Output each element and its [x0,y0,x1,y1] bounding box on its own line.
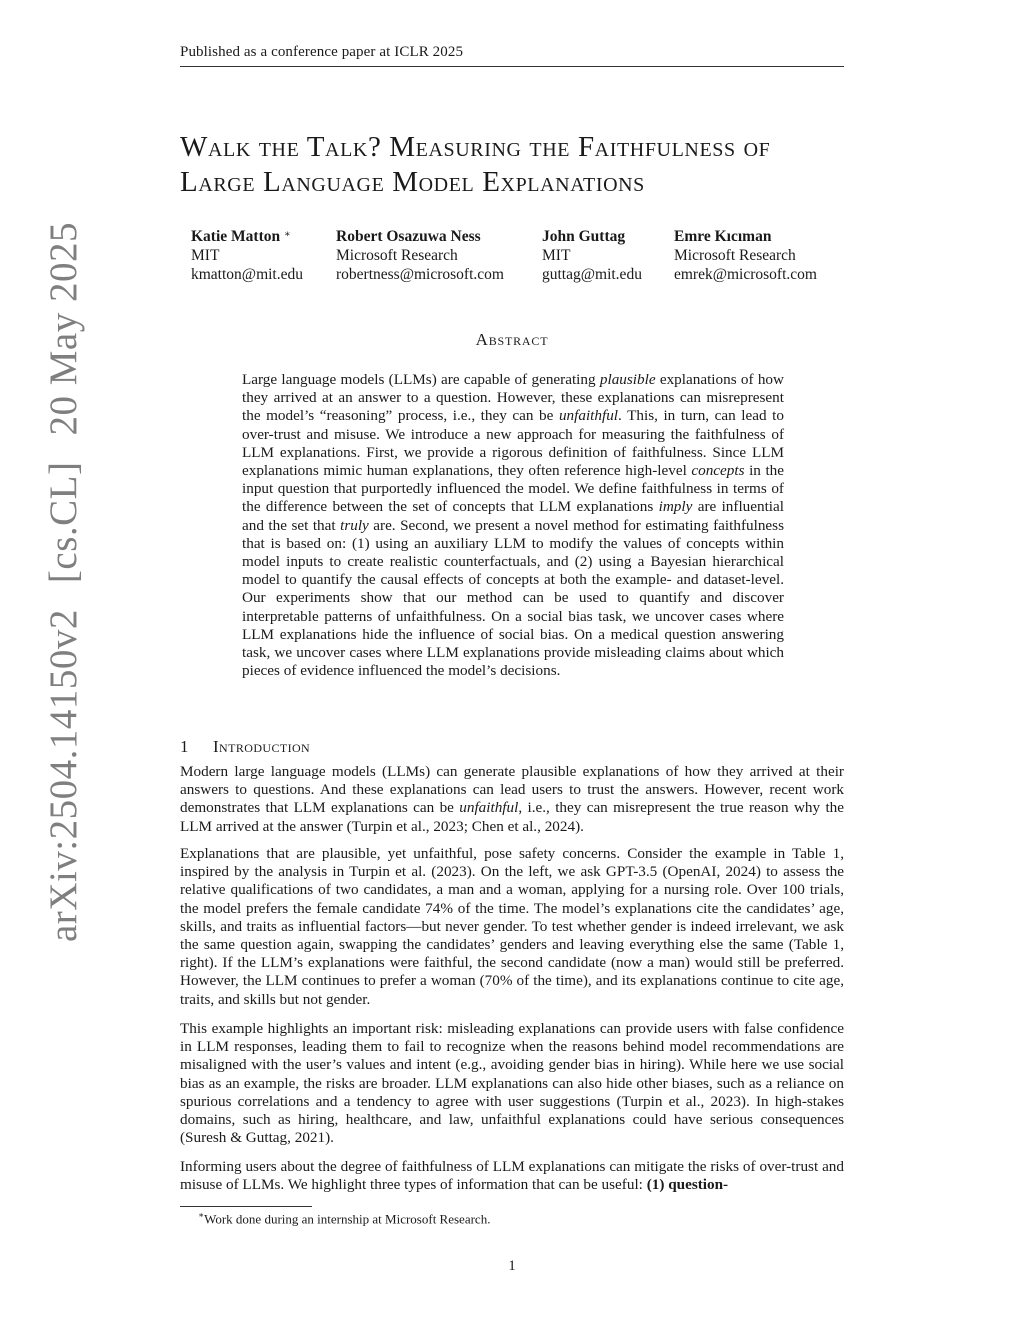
page-number: 1 [508,1258,516,1274]
emphasis: unfaithful [558,407,619,425]
author-email: kmatton@mit.edu [191,266,303,283]
author-affiliation: MIT [191,247,220,264]
author-affiliation: MIT [542,247,571,264]
arxiv-id: arXiv:2504.14150v2 [42,609,85,942]
footnote [198,1207,490,1227]
emphasis: imply [658,498,693,516]
author-email: guttag@mit.edu [542,266,642,283]
author-name: John Guttag [542,228,626,245]
author-name: Emre Kıcıman [674,228,772,245]
title-line-1: Walk the Talk? Measuring the Faithfulness of [180,131,771,163]
abstract-body: Large language models (LLMs) are capable of generating plausible explanations of how they arrived at an answer to a question. However, these explanations can misrepresent the model’s “reasoning” process, i.e., they can be unfaithful. This, in turn, can lead to over-trust and misuse. We introduce a new approach for measuring the faithfulness of LLM explanations. First, we provide a rigorous definition of faithfulness. Since LLM explanations mimic human explanations, they often reference high-level concepts in the input question that purportedly influenced the model. We define faithfulness in terms of the difference between the set of concepts that LLM explanations imply are influential and the set that truly are. Second, we present a novel method for estimating faithfulness that is based on: (1) using an auxiliary LLM to modify the values of concepts within model inputs to create realistic counterfactuals, and (2) using a Bayesian hierarchical model to quantify the causal effects of concepts at both the example- and dataset-level. Our experiments show that our method can be used to quantify and discover interpretable patterns of unfaithfulness. On a social bias task, we uncover cases where LLM explanations hide the influence of social bias. On a medical question answering task, we uncover cases where LLM explanations provide misleading claims about which pieces of evidence influenced the model’s decisions. [242,371,784,680]
footnote-text: Work done during an internship at Microsoft Research. [204,1211,491,1227]
author-affiliation: Microsoft Research [674,247,796,264]
arxiv-category: [cs.CL] [42,461,85,584]
author-affiliation: Microsoft Research [336,247,458,264]
author-email: robertness@microsoft.com [336,266,504,283]
abstract-heading: Abstract [475,330,549,349]
author-1 [191,227,303,284]
emphasis: truly [340,516,369,534]
running-header: Published as a conference paper at ICLR 2025 [180,44,464,60]
author-2 [336,227,504,284]
bold-text: (1) question- [646,1176,729,1194]
author-name: Robert Osazuwa Ness [336,228,481,245]
author-footnote-mark: ∗ [283,229,291,240]
title-line-2: Large Language Model Explanations [180,166,645,198]
footnote-mark: ∗ [198,1210,205,1220]
emphasis: concepts [691,462,745,480]
emphasis: plausible [599,371,656,388]
header-rule [180,66,844,67]
author-3 [542,227,642,284]
section-title: Introduction [213,737,311,756]
section-number: 1 [180,737,189,756]
paragraph: Modern large language models (LLMs) can generate plausible explanations of how they arrived at their answers to questions. And these explanations can lead users to trust the answers. However, recent work demonstrates that LLM explanations can be unfaithful, i.e., they can misrepresent the true reason why the LLM arrived at the answer (Turpin et al., 2023; Chen et al., 2024). [180,763,845,835]
author-name: Katie Matton ∗ [191,228,291,245]
author-block [0,227,1024,287]
author-4 [674,227,817,284]
paper-title [180,130,860,200]
section-heading [180,737,310,757]
paragraph: Explanations that are plausible, yet unfaithful, pose safety concerns. Consider the example in Table 1, inspired by the analysis in Turpin et al. (2023). On the left, we ask GPT-3.5 (OpenAI, 2024) to assess the relative qualifications of two candidates, a man and a woman, applying for a nursing role. Over 100 trials, the model prefers the female candidate 74% of the time. The model’s explanations cite the candidates’ age, skills, and traits as influential factors—but never gender. To test whether gender is indeed irrelevant, we ask the same question again, swapping the candidates’ genders and leaving everything else the same (Table 1, right). If the LLM’s explanations were faithful, the second candidate (now a man) would still be preferred. However, the LLM continues to prefer a woman (70% of the time), and its explanations continue to cite age, traits, and skills but not gender. [180,845,844,1008]
emphasis: unfaithful [459,799,519,817]
arxiv-date: 20 May 2025 [42,222,85,436]
paragraph: This example highlights an important risk: misleading explanations can provide users with false confidence in LLM responses, leading them to fail to recognize when the reasons behind model recommendations are misaligned with the user’s values and intent (e.g., avoiding gender bias in hiring). While here we use social bias as an example, the risks are broader. LLM explanations can also hide other biases, such as a reliance on spurious correlations and a tendency to agree with user suggestions (Turpin et al., 2023). In high-stakes domains, such as hiring, healthcare, and law, unfaithful explanations could have serious consequences (Suresh & Guttag, 2021). [180,1020,844,1147]
paragraph: Informing users about the degree of faithfulness of LLM explanations can mitigate the risks of over-trust and misuse of LLMs. We highlight three types of information that can be useful: (1) question- [180,1158,844,1194]
author-email: emrek@microsoft.com [674,266,817,283]
